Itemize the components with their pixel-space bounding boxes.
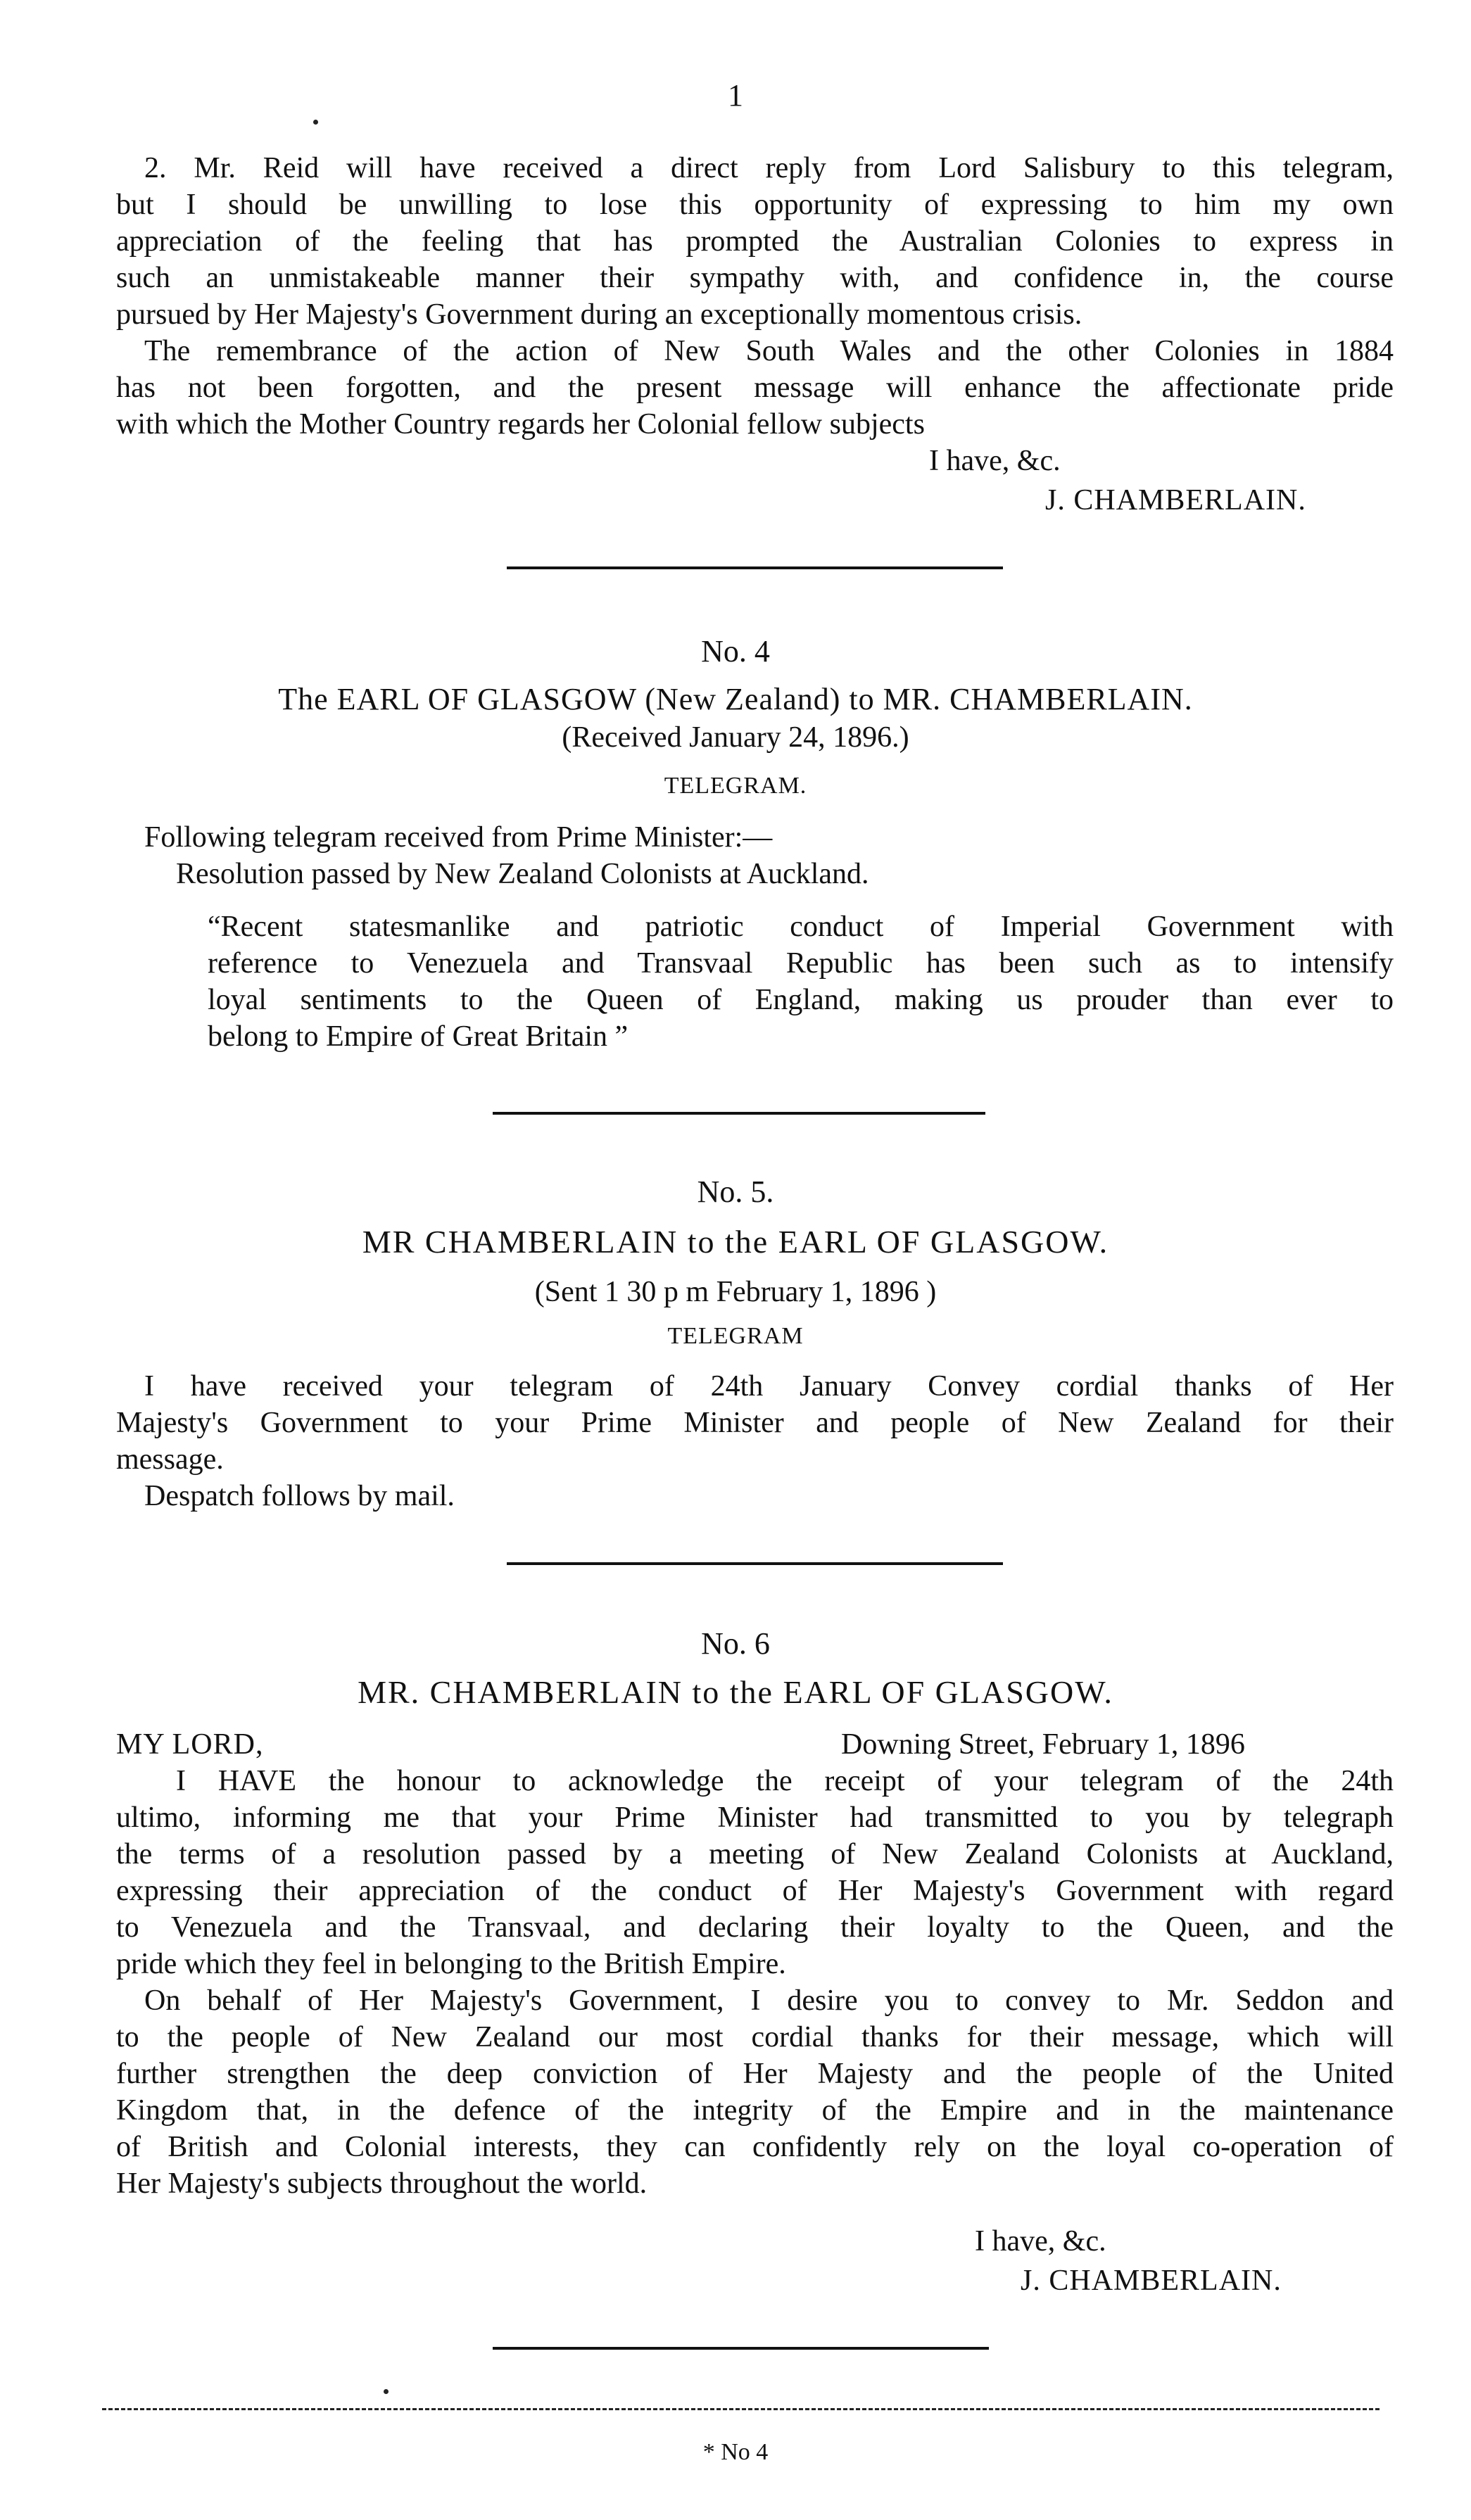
- text-line: Despatch follows by mail.: [144, 1480, 455, 1512]
- text-line: to the people of New Zealand our most cordial thanks for their message, which will: [116, 2021, 1394, 2053]
- text-line: pursued by Her Majesty's Government during an exceptionally momentous crisis.: [116, 298, 1082, 331]
- section-divider: [507, 1562, 1003, 1565]
- quote-line: loyal sentiments to the Queen of England, making us prouder than ever to: [208, 984, 1394, 1016]
- closing: I have, &c.: [975, 2225, 1106, 2258]
- text-line: such an unmistakeable manner their sympathy with, and confidence in, the course: [116, 262, 1394, 294]
- document-heading: MR. CHAMBERLAIN to the EARL OF GLASGOW.: [358, 1674, 1113, 1710]
- document-number: No. 5.: [697, 1174, 774, 1209]
- document-heading: MR CHAMBERLAIN to the EARL OF GLASGOW.: [362, 1224, 1109, 1260]
- text-line: I HAVE the honour to acknowledge the receipt of your telegram of the 24th: [176, 1765, 1394, 1797]
- text-line: message.: [116, 1443, 224, 1476]
- text-line: Majesty's Government to your Prime Minister and people of New Zealand for their: [116, 1407, 1394, 1439]
- document-kind: TELEGRAM.: [664, 773, 807, 799]
- stray-mark: [384, 2389, 389, 2394]
- salutation: MY LORD,: [116, 1728, 264, 1761]
- footnote-rule: [102, 2408, 1380, 2410]
- sent-date: (Sent 1 30 p m February 1, 1896 ): [534, 1276, 937, 1308]
- stray-mark: [313, 120, 318, 125]
- quote-line: reference to Venezuela and Transvaal Republic has been such as to intensify: [208, 947, 1394, 980]
- text-line: appreciation of the feeling that has prompted the Australian Colonies to express in: [116, 225, 1394, 258]
- text-line: Following telegram received from Prime Minister:—: [144, 821, 773, 854]
- text-line: further strengthen the deep conviction of Her Majesty and the people of the United: [116, 2058, 1394, 2090]
- text-line: I have received your telegram of 24th January Convey cordial thanks of Her: [144, 1370, 1394, 1403]
- text-line: pride which they feel in belonging to the British Empire.: [116, 1948, 786, 1980]
- text-line: expressing their appreciation of the conduct of Her Majesty's Government with regard: [116, 1875, 1394, 1907]
- text-line: with which the Mother Country regards her Colonial fellow subjects: [116, 408, 925, 441]
- section-divider: [493, 1112, 985, 1115]
- document-kind: TELEGRAM: [667, 1323, 804, 1349]
- text-line: has not been forgotten, and the present message will enhance the affectionate pride: [116, 372, 1394, 404]
- text-line: 2. Mr. Reid will have received a direct reply from Lord Salisbury to this telegram,: [144, 152, 1394, 184]
- quote-line: “Recent statesmanlike and patriotic conduct of Imperial Government with: [208, 911, 1394, 943]
- text-line: Her Majesty's subjects throughout the world.: [116, 2167, 648, 2200]
- text-line: On behalf of Her Majesty's Government, I desire you to convey to Mr. Seddon and: [144, 1984, 1394, 2017]
- section-divider: [507, 566, 1003, 569]
- document-heading: The EARL OF GLASGOW (New Zealand) to MR. CHAMBERLAIN.: [278, 682, 1193, 716]
- text-line: the terms of a resolution passed by a meeting of New Zealand Colonists at Auckland,: [116, 1838, 1394, 1870]
- address-date: Downing Street, February 1, 1896: [841, 1728, 1245, 1761]
- text-line: but I should be unwilling to lose this opportunity of expressing to him my own: [116, 189, 1394, 221]
- text-line: The remembrance of the action of New South Wales and the other Colonies in 1884: [144, 335, 1394, 367]
- text-line: Resolution passed by New Zealand Colonists at Auckland.: [176, 858, 869, 890]
- text-line: ultimo, informing me that your Prime Minister had transmitted to you by telegraph: [116, 1802, 1394, 1834]
- document-number: No. 4: [701, 634, 770, 669]
- page-number: 1: [728, 78, 743, 113]
- footnote: * No 4: [702, 2439, 769, 2465]
- received-date: (Received January 24, 1896.): [562, 721, 909, 754]
- document-number: No. 6: [701, 1626, 770, 1661]
- closing: I have, &c.: [929, 445, 1061, 477]
- text-line: of British and Colonial interests, they can confidently rely on the loyal co-operation of: [116, 2131, 1394, 2163]
- quote-line: belong to Empire of Great Britain ”: [208, 1020, 629, 1053]
- signature: J. CHAMBERLAIN.: [1021, 2265, 1282, 2297]
- text-line: to Venezuela and the Transvaal, and declaring their loyalty to the Queen, and the: [116, 1911, 1394, 1944]
- signature: J. CHAMBERLAIN.: [1045, 484, 1306, 517]
- section-divider: [493, 2347, 989, 2350]
- text-line: Kingdom that, in the defence of the integrity of the Empire and in the maintenance: [116, 2094, 1394, 2127]
